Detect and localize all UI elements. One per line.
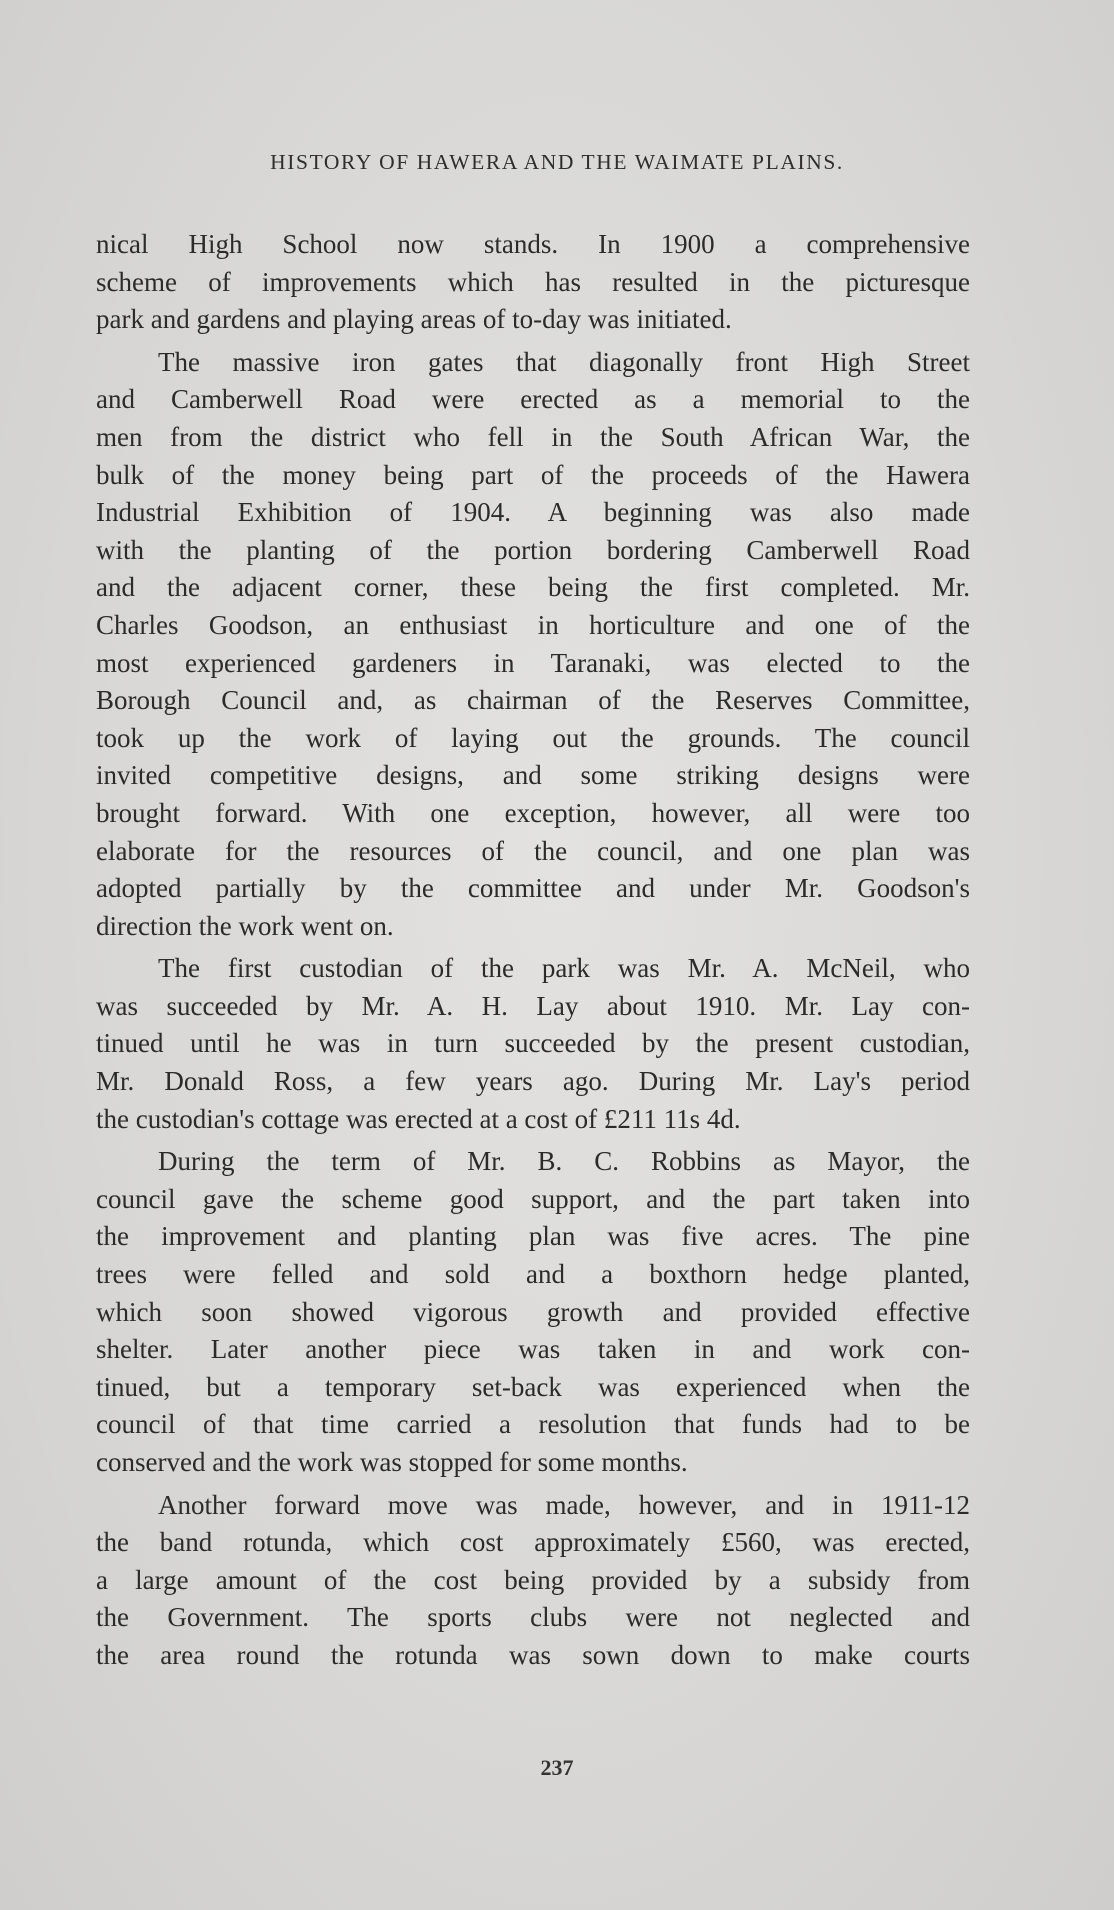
text-line: most experienced gardeners in Taranaki, was elected to the — [96, 647, 970, 678]
text-line: trees were felled and sold and a boxthorn hedge planted, — [96, 1259, 970, 1290]
text-line: bulk of the money being part of the proceeds of the Hawera — [96, 459, 970, 490]
text-line: Mr. Donald Ross, a few years ago. During Mr. Lay's period — [96, 1066, 970, 1097]
text-line: The first custodian of the park was Mr. A. McNeil, who — [158, 953, 970, 984]
text-line: which soon showed vigorous growth and provided effective — [96, 1296, 970, 1327]
text-line: was succeeded by Mr. A. H. Lay about 1910. Mr. Lay con- — [96, 990, 970, 1021]
text-line: park and gardens and playing areas of to-day was initiated. — [96, 304, 732, 335]
paragraph-3 — [96, 950, 970, 1138]
page-number: 237 — [540, 1755, 574, 1780]
text-line: During the term of Mr. B. C. Robbins as Mayor, the — [158, 1146, 970, 1177]
body-text — [96, 226, 970, 1680]
text-line: men from the district who fell in the South African War, the — [96, 421, 970, 452]
paragraph-1 — [96, 226, 970, 339]
text-line: brought forward. With one exception, however, all were too — [96, 797, 970, 828]
text-line: nical High School now stands. In 1900 a comprehensive — [96, 229, 970, 259]
text-line: the band rotunda, which cost approximately £560, was erected, — [96, 1527, 970, 1558]
paragraph-5 — [96, 1487, 970, 1675]
text-line: direction the work went on. — [96, 910, 394, 941]
text-line: with the planting of the portion bordering Camberwell Road — [96, 534, 970, 565]
text-line: and Camberwell Road were erected as a memorial to the — [96, 384, 970, 415]
text-line: tinued, but a temporary set-back was experienced when the — [96, 1371, 970, 1402]
text-line: the Government. The sports clubs were not neglected and — [96, 1602, 970, 1633]
text-line: invited competitive designs, and some striking designs were — [96, 760, 970, 791]
text-line: council of that time carried a resolution that funds had to be — [96, 1409, 970, 1440]
text-line: tinued until he was in turn succeeded by the present custodian, — [96, 1028, 970, 1059]
text-line: shelter. Later another piece was taken in and work con- — [96, 1334, 970, 1365]
text-line: the area round the rotunda was sown down to make courts — [96, 1639, 970, 1670]
running-head: HISTORY OF HAWERA AND THE WAIMATE PLAINS. — [270, 150, 844, 174]
text-line: adopted partially by the committee and under Mr. Goodson's — [96, 873, 970, 904]
text-line: and the adjacent corner, these being the first completed. Mr. — [96, 572, 970, 603]
text-line: scheme of improvements which has resulted in the picturesque — [96, 266, 970, 297]
paragraph-2 — [96, 344, 970, 946]
text-line: Another forward move was made, however, and in 1911-12 — [158, 1489, 970, 1520]
text-line: conserved and the work was stopped for some months. — [96, 1447, 688, 1477]
text-line: Industrial Exhibition of 1904. A beginning was also made — [96, 497, 970, 528]
text-line: The massive iron gates that diagonally front High Street — [158, 346, 970, 377]
text-line: the improvement and planting plan was five acres. The pine — [96, 1221, 970, 1252]
text-line: council gave the scheme good support, and the part taken into — [96, 1183, 970, 1214]
text-line: elaborate for the resources of the council, and one plan was — [96, 835, 970, 866]
text-line: a large amount of the cost being provided by a subsidy from — [96, 1564, 970, 1595]
paragraph-4 — [96, 1143, 970, 1481]
text-line: Charles Goodson, an enthusiast in horticulture and one of the — [96, 609, 970, 640]
text-line: the custodian's cottage was erected at a cost of £211 11s 4d. — [96, 1103, 741, 1134]
text-line: took up the work of laying out the grounds. The council — [96, 722, 970, 753]
text-line: Borough Council and, as chairman of the Reserves Committee, — [96, 685, 970, 716]
